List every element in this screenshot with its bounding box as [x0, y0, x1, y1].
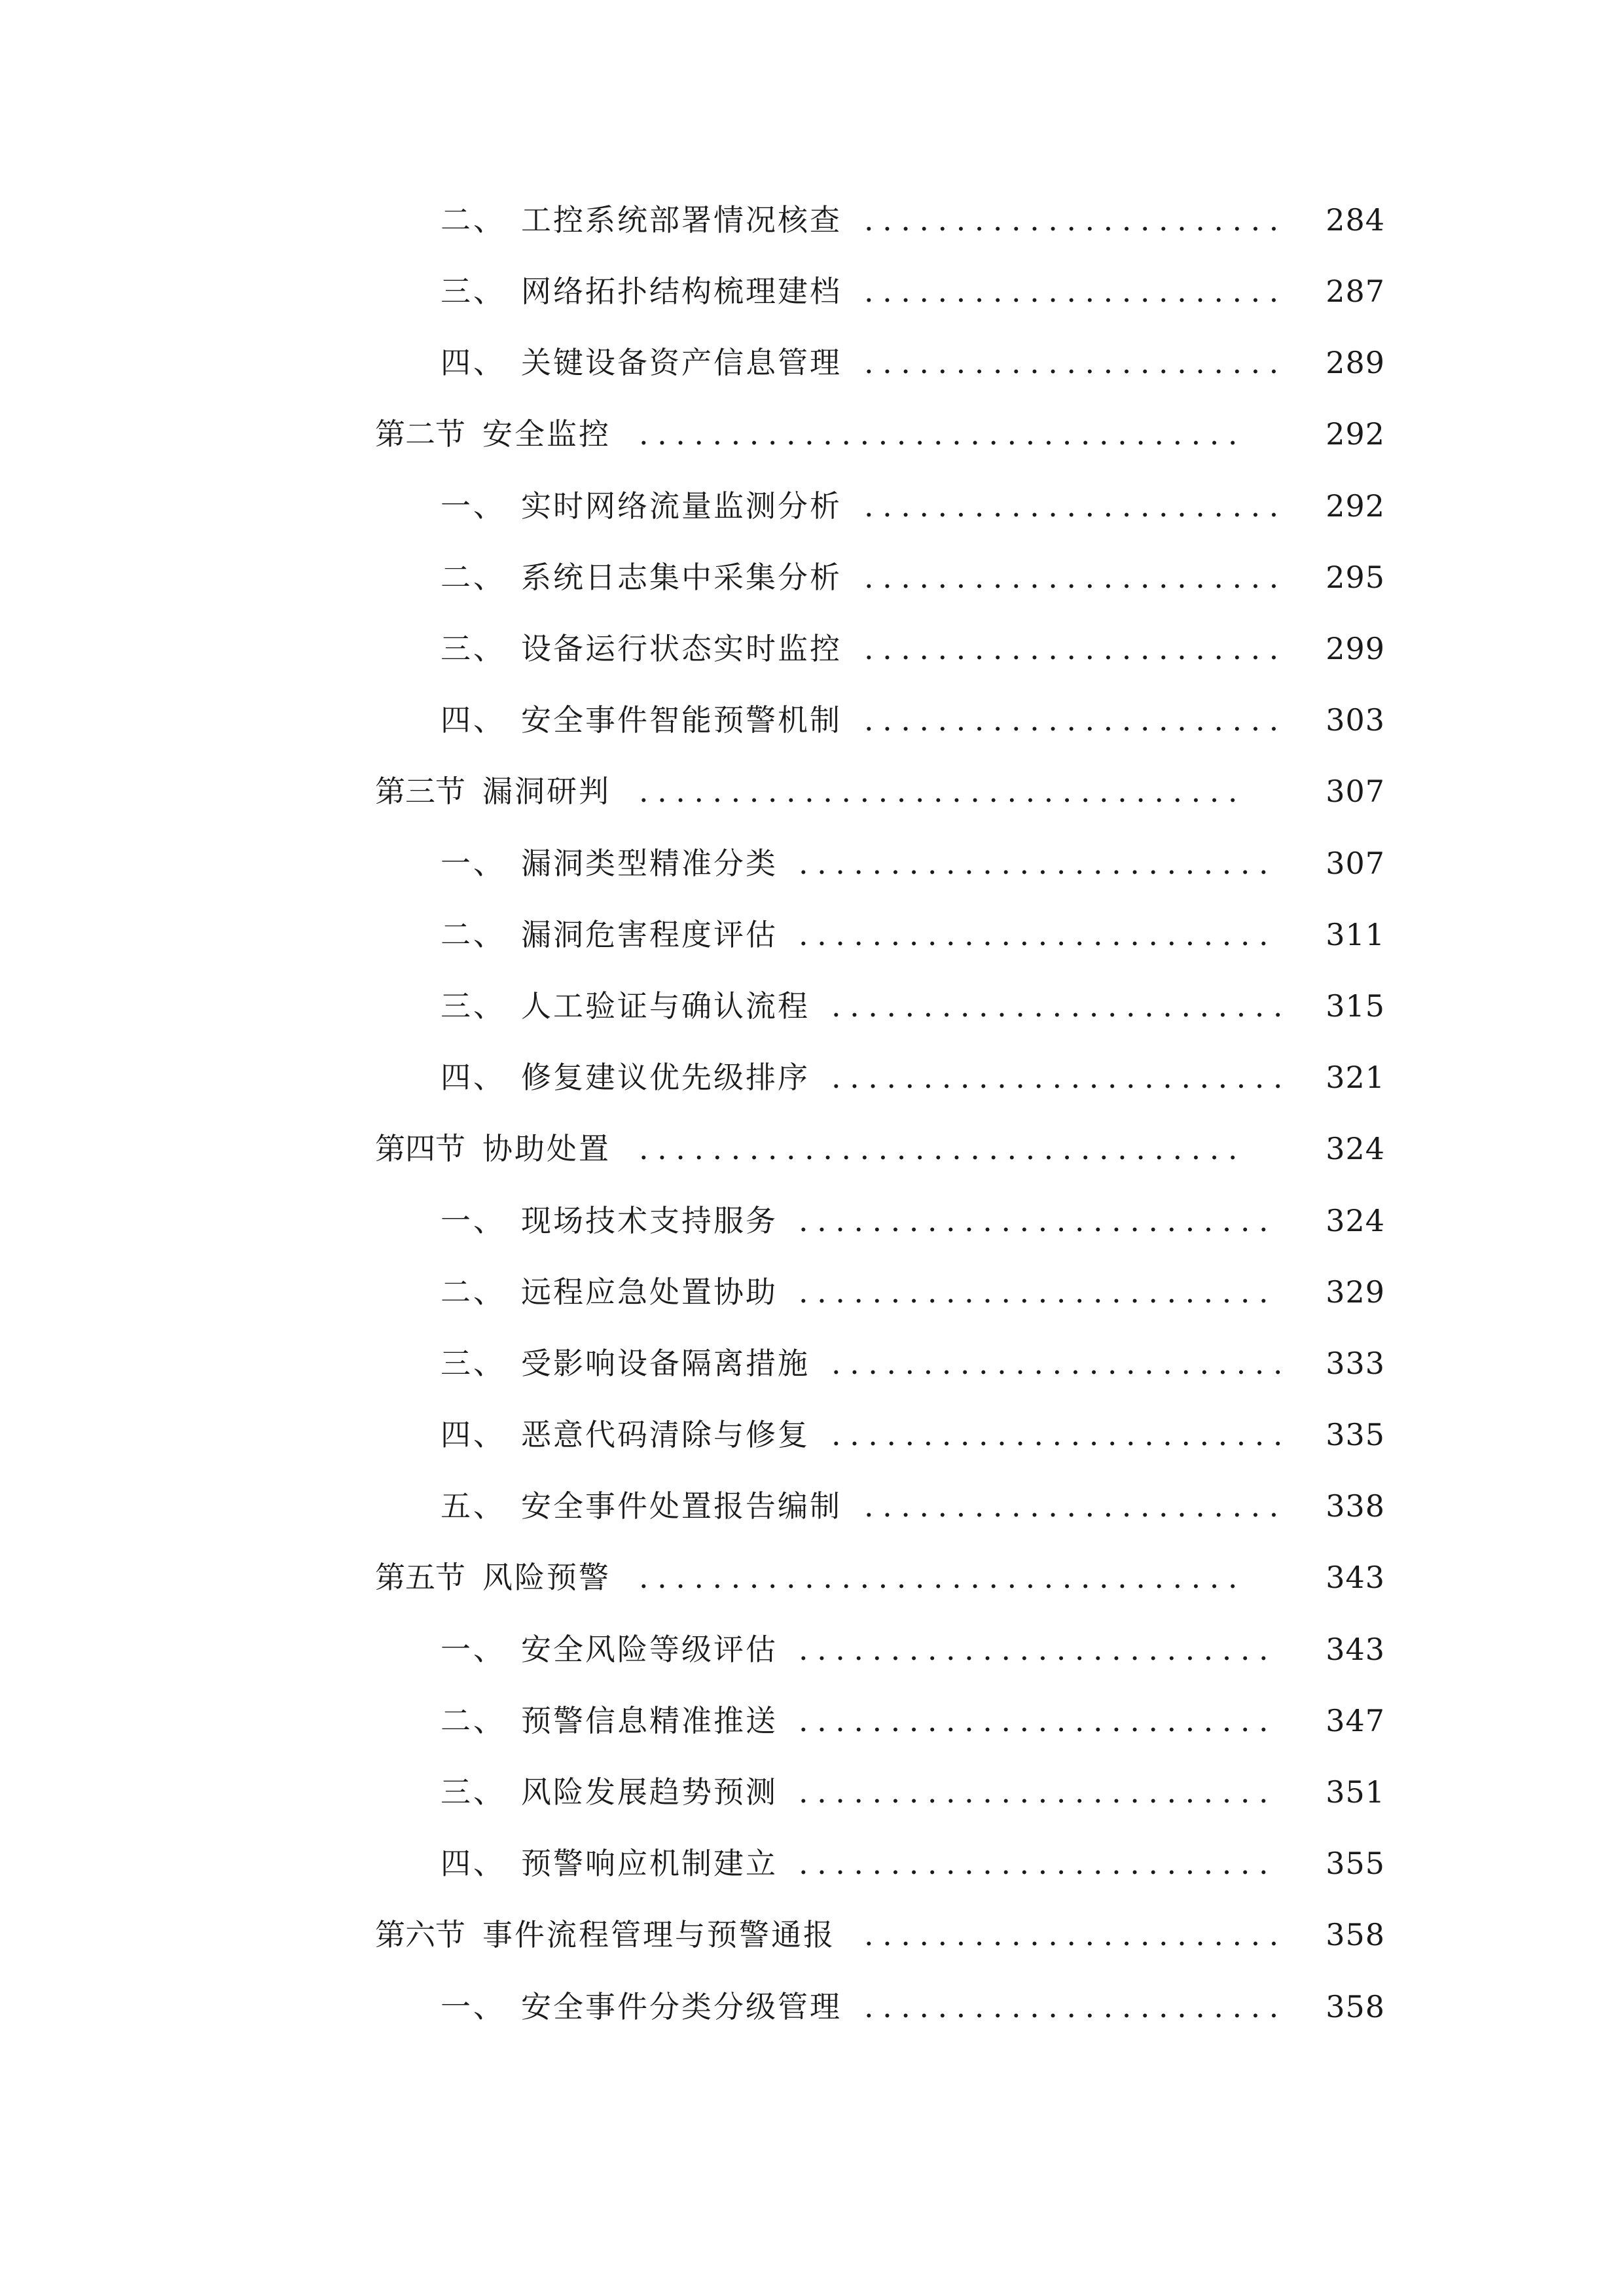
toc-entry-page: 307 [1326, 774, 1385, 809]
toc-entry-number: 二、 [441, 560, 506, 595]
toc-entry[interactable] [0, 1041, 1624, 1113]
toc-entry[interactable] [0, 184, 1624, 256]
dot-leader: ................................. [639, 419, 1247, 449]
toc-entry-number: 一、 [441, 846, 506, 881]
toc-entry-number: 一、 [441, 1203, 506, 1238]
toc-entry-number: 四、 [441, 702, 506, 738]
toc-entry-page: 289 [1326, 345, 1385, 380]
dot-leader: ....................... [864, 348, 1288, 378]
toc-entry-number: 二、 [441, 1703, 506, 1738]
toc-entry[interactable] [0, 613, 1624, 685]
toc-entry[interactable] [0, 1685, 1624, 1757]
toc-entry-page: 343 [1326, 1560, 1385, 1595]
toc-entry-page: 329 [1326, 1274, 1385, 1310]
dot-leader: ......................... [831, 1348, 1292, 1378]
toc-section-prefix: 第二节 [375, 416, 465, 452]
toc-entry[interactable] [0, 541, 1624, 613]
toc-entry-title: 安全风险等级评估 [521, 1632, 778, 1667]
dot-leader: ....................... [864, 1992, 1288, 2022]
toc-entry-page: 284 [1326, 202, 1385, 238]
toc-entry-number: 三、 [441, 274, 506, 309]
toc-entry-page: 324 [1326, 1203, 1385, 1238]
toc-section-entry[interactable] [0, 1113, 1624, 1185]
toc-entry-title: 漏洞类型精准分类 [521, 846, 778, 881]
toc-section-prefix: 第四节 [375, 1131, 465, 1166]
toc-entry-number: 三、 [441, 1346, 506, 1381]
dot-leader: .......................... [799, 920, 1278, 950]
toc-entry-number: 四、 [441, 345, 506, 380]
toc-entry[interactable] [0, 1185, 1624, 1257]
toc-section-entry[interactable] [0, 398, 1624, 470]
dot-leader: ......................... [831, 1420, 1292, 1450]
toc-section-entry[interactable] [0, 755, 1624, 827]
toc-entry-number: 二、 [441, 202, 506, 238]
toc-section-title: 协助处置 [482, 1131, 611, 1166]
toc-section-title: 风险预警 [482, 1560, 611, 1595]
toc-entry[interactable] [0, 970, 1624, 1042]
toc-entry-title: 关键设备资产信息管理 [521, 345, 842, 380]
dot-leader: ....................... [864, 1920, 1288, 1950]
dot-leader: .......................... [799, 1706, 1278, 1736]
toc-section-prefix: 第三节 [375, 774, 465, 809]
toc-entry-title: 人工验证与确认流程 [521, 988, 810, 1024]
toc-section-entry[interactable] [0, 1899, 1624, 1971]
toc-entry-page: 324 [1326, 1131, 1385, 1166]
dot-leader: ................................. [639, 776, 1247, 806]
toc-entry-title: 漏洞危害程度评估 [521, 917, 778, 952]
toc-entry-page: 299 [1326, 631, 1385, 666]
toc-entry[interactable] [0, 1399, 1624, 1471]
toc-entry-page: 321 [1326, 1060, 1385, 1095]
dot-leader: ................................. [639, 1134, 1247, 1164]
toc-entry-page: 343 [1326, 1632, 1385, 1667]
toc-entry-title: 修复建议优先级排序 [521, 1060, 810, 1095]
toc-entry-page: 358 [1326, 1989, 1385, 2024]
toc-entry-title: 实时网络流量监测分析 [521, 488, 842, 524]
dot-leader: .......................... [799, 1634, 1278, 1664]
toc-entry[interactable] [0, 1971, 1624, 2043]
toc-entry[interactable] [0, 899, 1624, 971]
dot-leader: ....................... [864, 705, 1288, 735]
toc-entry-title: 预警响应机制建立 [521, 1846, 778, 1881]
toc-entry-page: 335 [1326, 1417, 1385, 1452]
toc-entry-page: 347 [1326, 1703, 1385, 1738]
toc-entry-number: 二、 [441, 1274, 506, 1310]
toc-entry-page: 292 [1326, 416, 1385, 452]
toc-entry-page: 338 [1326, 1488, 1385, 1524]
toc-entry-number: 三、 [441, 631, 506, 666]
toc-entry-page: 287 [1326, 274, 1385, 309]
toc-entry[interactable] [0, 1827, 1624, 1899]
toc-entry-title: 受影响设备隔离措施 [521, 1346, 810, 1381]
toc-entry-page: 315 [1326, 988, 1385, 1024]
toc-entry-number: 二、 [441, 917, 506, 952]
toc-entry-number: 四、 [441, 1060, 506, 1095]
toc-entry-title: 风险发展趋势预测 [521, 1774, 778, 1810]
toc-entry[interactable] [0, 1256, 1624, 1328]
toc-entry-page: 307 [1326, 846, 1385, 881]
toc-section-title: 安全监控 [482, 416, 611, 452]
toc-entry-title: 现场技术支持服务 [521, 1203, 778, 1238]
dot-leader: ....................... [864, 205, 1288, 235]
toc-entry-number: 四、 [441, 1846, 506, 1881]
dot-leader: .......................... [799, 1777, 1278, 1807]
toc-entry-title: 安全事件智能预警机制 [521, 702, 842, 738]
toc-entry-number: 三、 [441, 988, 506, 1024]
toc-entry-number: 四、 [441, 1417, 506, 1452]
toc-entry-page: 292 [1326, 488, 1385, 524]
toc-entry-page: 355 [1326, 1846, 1385, 1881]
dot-leader: ......................... [831, 1062, 1292, 1092]
toc-entry[interactable] [0, 327, 1624, 399]
toc-entry-title: 远程应急处置协助 [521, 1274, 778, 1310]
toc-section-title: 漏洞研判 [482, 774, 611, 809]
toc-entry-title: 设备运行状态实时监控 [521, 631, 842, 666]
toc-entry-number: 五、 [441, 1488, 506, 1524]
toc-entry-title: 系统日志集中采集分析 [521, 560, 842, 595]
toc-entry[interactable] [0, 1327, 1624, 1399]
toc-entry-page: 295 [1326, 560, 1385, 595]
dot-leader: ....................... [864, 562, 1288, 592]
toc-entry-title: 安全事件分类分级管理 [521, 1989, 842, 2024]
toc-entry[interactable] [0, 1470, 1624, 1542]
toc-entry[interactable] [0, 827, 1624, 899]
toc-entry-number: 一、 [441, 488, 506, 524]
dot-leader: .......................... [799, 848, 1278, 878]
toc-entry-title: 恶意代码清除与修复 [521, 1417, 810, 1452]
toc-entry[interactable] [0, 1613, 1624, 1685]
toc-entry-title: 工控系统部署情况核查 [521, 202, 842, 238]
toc-entry[interactable] [0, 470, 1624, 542]
toc-entry[interactable] [0, 1756, 1624, 1828]
toc-section-title: 事件流程管理与预警通报 [482, 1917, 835, 1952]
toc-entry-number: 一、 [441, 1989, 506, 2024]
dot-leader: ....................... [864, 1491, 1288, 1521]
toc-section-prefix: 第六节 [375, 1917, 465, 1952]
toc-entry-page: 351 [1326, 1774, 1385, 1810]
dot-leader: ....................... [864, 634, 1288, 664]
toc-entry-title: 预警信息精准推送 [521, 1703, 778, 1738]
dot-leader: ................................. [639, 1562, 1247, 1592]
dot-leader: .......................... [799, 1206, 1278, 1236]
toc-entry-title: 网络拓扑结构梳理建档 [521, 274, 842, 309]
toc-entry-page: 358 [1326, 1917, 1385, 1952]
dot-leader: .......................... [799, 1848, 1278, 1878]
toc-entry-number: 三、 [441, 1774, 506, 1810]
dot-leader: .......................... [799, 1277, 1278, 1307]
toc-entry-page: 333 [1326, 1346, 1385, 1381]
toc-entry[interactable] [0, 255, 1624, 327]
toc-entry[interactable] [0, 684, 1624, 756]
toc-section-entry[interactable] [0, 1541, 1624, 1613]
dot-leader: ....................... [864, 491, 1288, 521]
dot-leader: ....................... [864, 276, 1288, 306]
toc-entry-page: 311 [1326, 917, 1385, 952]
dot-leader: ......................... [831, 991, 1292, 1021]
toc-section-prefix: 第五节 [375, 1560, 465, 1595]
toc-entry-number: 一、 [441, 1632, 506, 1667]
toc-entry-title: 安全事件处置报告编制 [521, 1488, 842, 1524]
toc-entry-page: 303 [1326, 702, 1385, 738]
